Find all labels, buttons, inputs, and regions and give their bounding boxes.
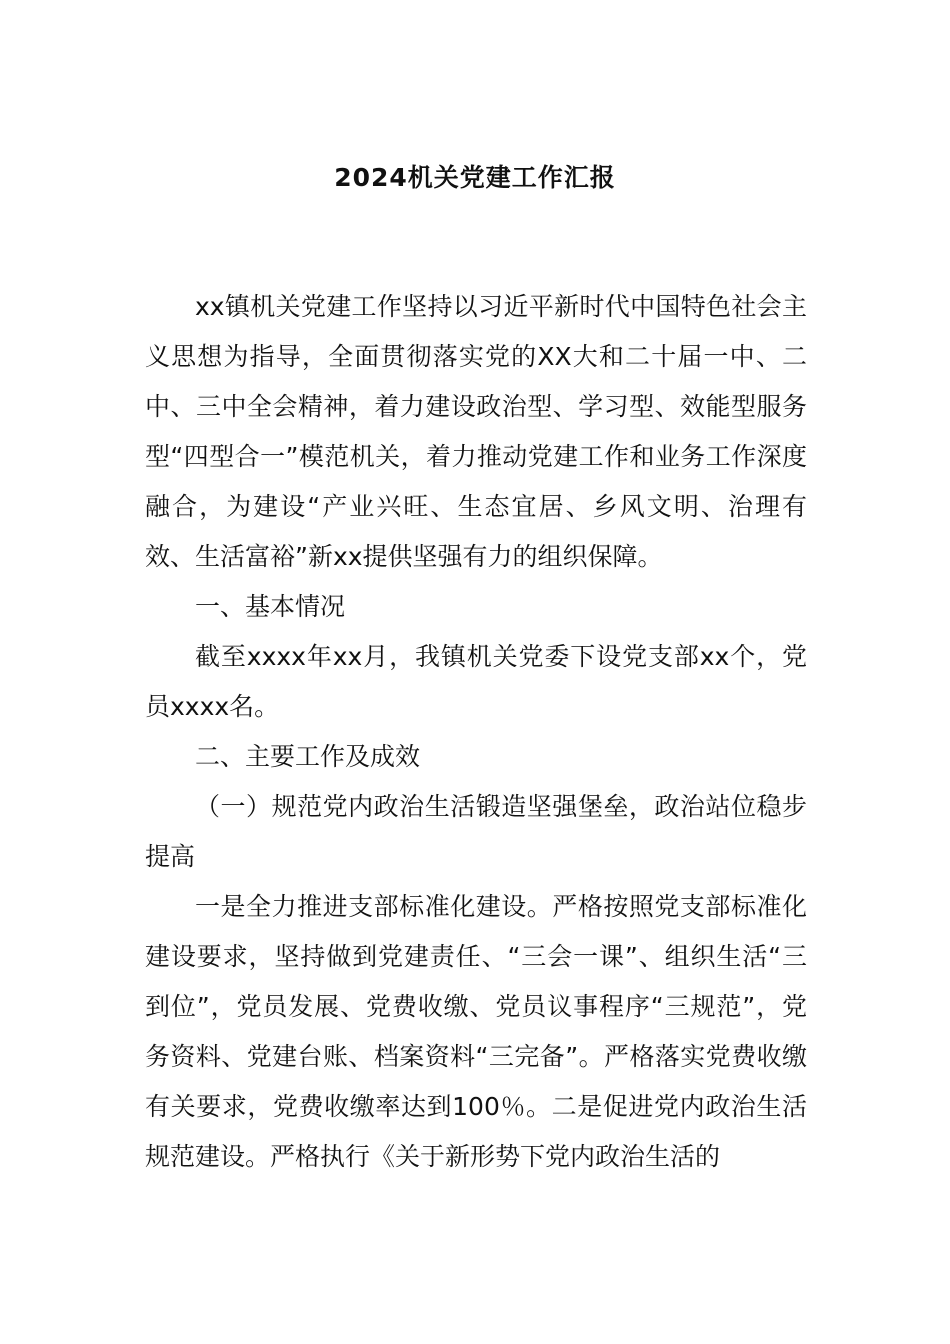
- section-heading-main-work: 二、主要工作及成效: [195, 742, 421, 771]
- page-title: 2024机关党建工作汇报: [334, 163, 616, 192]
- subsection-heading-1: （一）规范党内政治生活锻造坚强堡垒，政治站位稳步提高: [145, 792, 807, 871]
- paragraph-basic-situation: 截至xxxx年xx月，我镇机关党委下设党支部xx个，党员xxxx名。: [145, 642, 807, 721]
- paragraph-intro: xx镇机关党建工作坚持以习近平新时代中国特色社会主义思想为指导，全面贯彻落实党的XX大和二十届一中、二中、三中全会精神，着力建设政治型、学习型、效能型服务型“四型合一”模范机关，着力推动党建工作和业务工作深度融合，为建设“产业兴旺、生态宜居、乡风文明、治理有效、生活富裕”新xx提供坚强有力的组织保障。: [145, 292, 807, 571]
- document-body: [145, 282, 807, 1182]
- paragraph-main-work: 一是全力推进支部标准化建设。严格按照党支部标准化建设要求，坚持做到党建责任、“三会一课”、组织生活“三到位”，党员发展、党费收缴、党员议事程序“三规范”，党务资料、党建台账、档案资料“三完备”。严格落实党费收缴有关要求，党费收缴率达到100％。二是促进党内政治生活规范建设。严格执行《关于新形势下党内政治生活的: [145, 892, 807, 1171]
- section-heading-basic-situation: 一、基本情况: [195, 592, 346, 621]
